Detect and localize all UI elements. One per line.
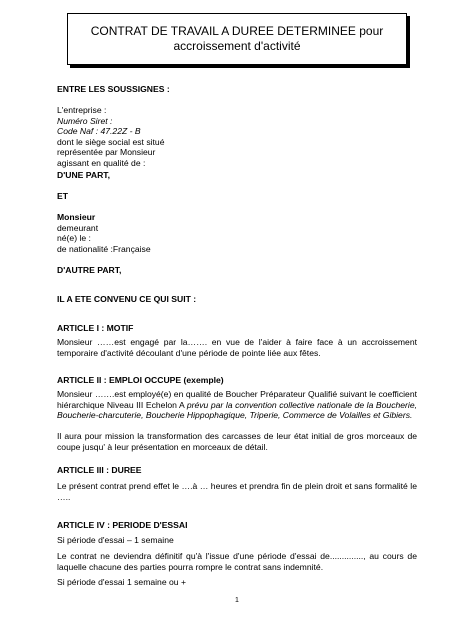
dautre-part: D'AUTRE PART,	[57, 265, 122, 275]
article-1-text: Monsieur ……est engagé par la……. en vue de l'aider à faire face à un accroissement temporaire d'activité découlant d'une période de pointe liée aux fêtes.	[57, 337, 417, 358]
employee-line: demeurant	[57, 222, 99, 233]
company-line: L'entreprise :	[57, 105, 107, 115]
company-block	[57, 105, 417, 169]
company-line: Numéro Siret :	[57, 115, 113, 126]
article-2-text-regular: Monsieur …….est employé(e) en qualité de Boucher Préparateur Qualifié suivant le coefficient hiérarchique Niveau III Echelon A	[57, 389, 417, 410]
company-line: représentée par Monsieur	[57, 147, 156, 158]
employee-line: de nationalité :Française	[57, 243, 151, 254]
employee-block	[57, 212, 417, 254]
title-box	[67, 13, 407, 65]
article-1-heading: ARTICLE I : MOTIF	[57, 323, 134, 333]
et-label: ET	[57, 191, 68, 201]
article-2-text	[57, 389, 417, 421]
title-line-2: accroissement d'activité	[173, 39, 301, 53]
company-line: dont le siège social est situé	[57, 136, 165, 147]
company-line: Code Naf : 47.22Z - B	[57, 126, 141, 137]
company-line: agissant en qualité de :	[57, 157, 146, 168]
employee-monsieur: Monsieur	[57, 212, 96, 222]
article-2-heading: ARTICLE II : EMPLOI OCCUPE (exemple)	[57, 375, 224, 385]
parties-heading: ENTRE LES SOUSSIGNES :	[57, 84, 170, 94]
article-2-mission: Il aura pour mission la transformation des carcasses de leur état initial de gros morceaux de coupe jusqu' à leur présentation en morceaux de détail.	[57, 431, 417, 452]
article-3-text: Le présent contrat prend effet le ….à … heures et prendra fin de plein droit et sans formalité le …..	[57, 481, 417, 502]
convenu-heading: IL A ETE CONVENU CE QUI SUIT :	[57, 294, 197, 304]
title-line-1: CONTRAT DE TRAVAIL A DUREE DETERMINEE pour	[90, 24, 384, 38]
page-number: 1	[235, 597, 239, 604]
employee-line: né(e) le :	[57, 233, 91, 244]
article-4-p2: Le contrat ne deviendra définitif qu'à l'issue d'une période d'essai de.............., au cours de laquelle chacune des parties pourra rompre le contrat sans indemnité.	[57, 551, 417, 572]
article-4-p1: Si période d'essai – 1 semaine	[57, 535, 174, 545]
article-4-heading: ARTICLE IV : PERIODE D'ESSAI	[57, 520, 188, 530]
article-2-text-italic: prévu par la convention collective nationale de la Boucherie, Boucherie-charcuterie, Boucherie Hippophagique, Triperie, Commerce de Volailles et Gibiers.	[57, 399, 417, 421]
article-4-p3: Si période d'essai 1 semaine ou +	[57, 577, 186, 587]
article-3-heading: ARTICLE III : DUREE	[57, 465, 142, 475]
dune-part: D'UNE PART,	[57, 170, 110, 180]
